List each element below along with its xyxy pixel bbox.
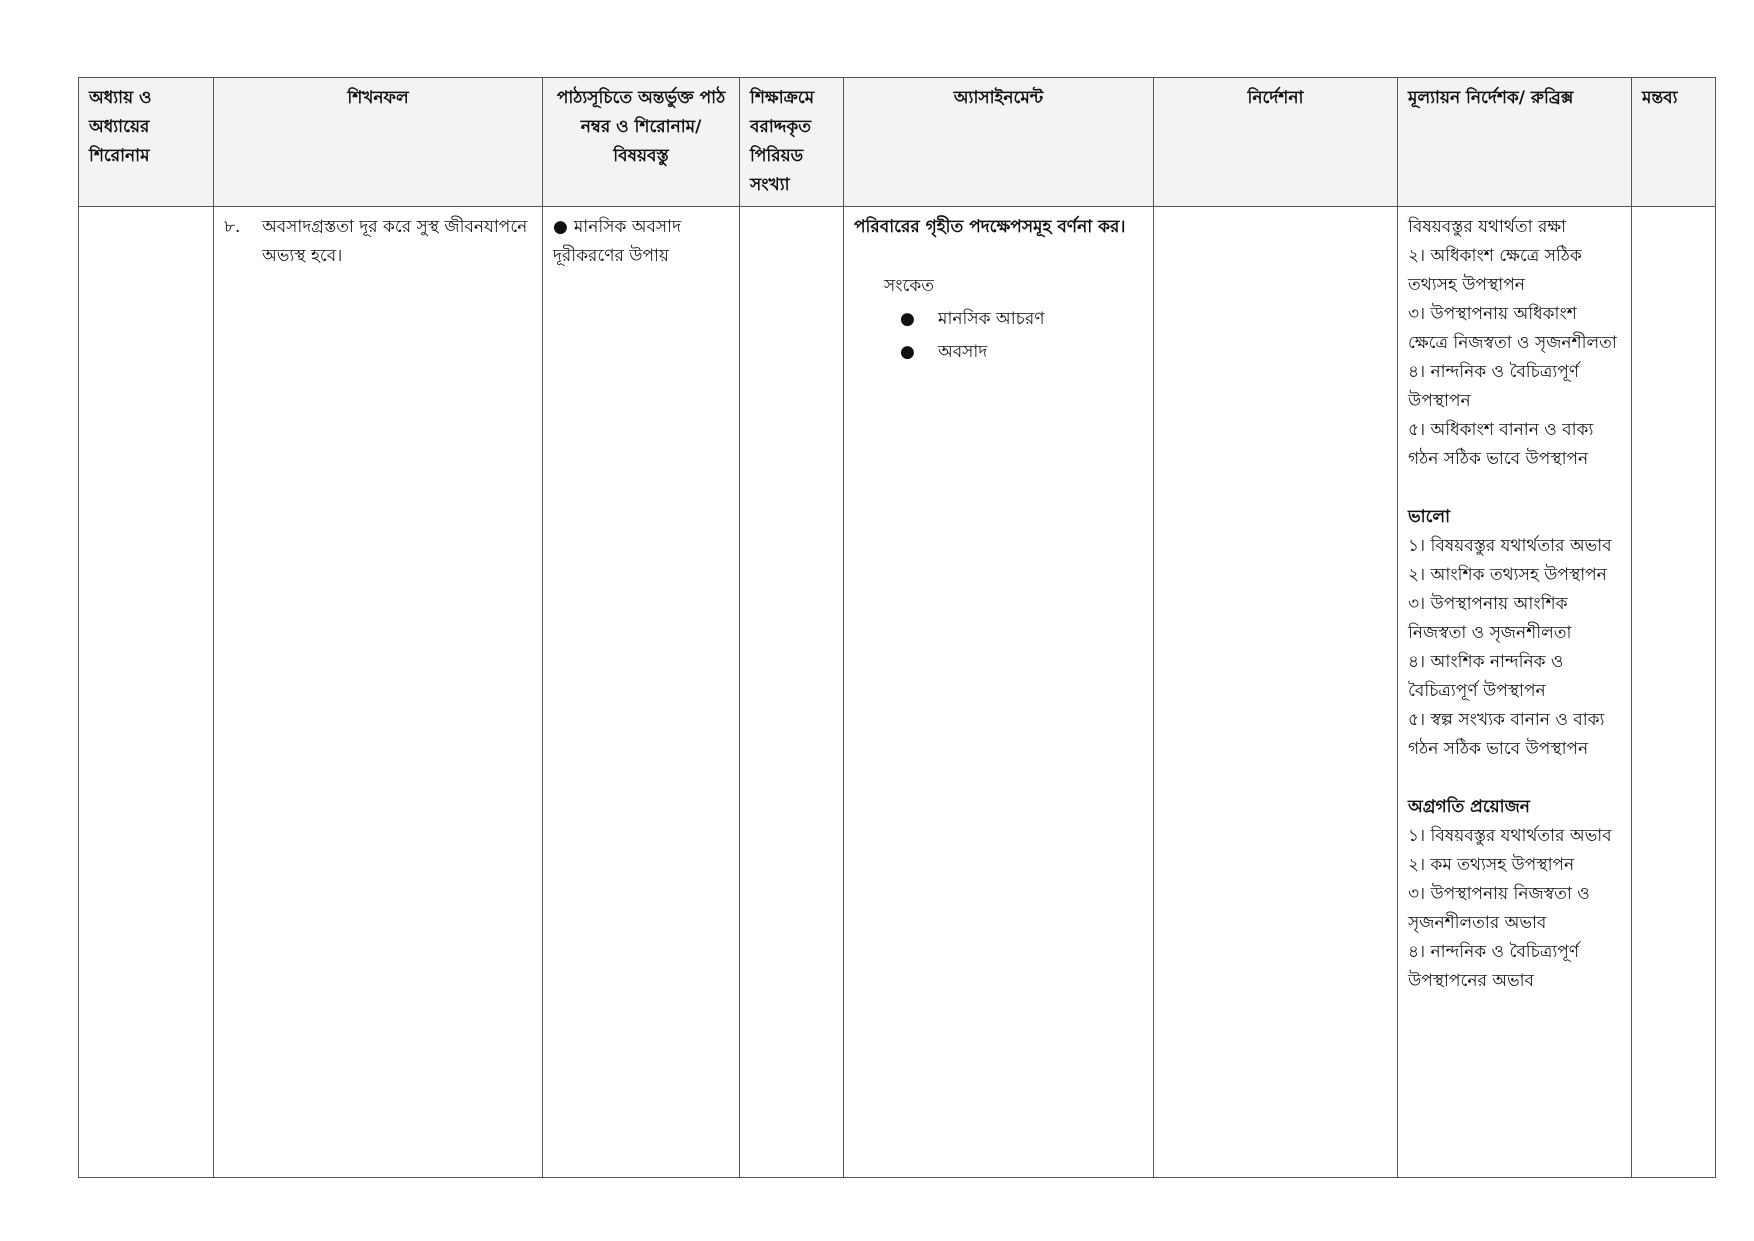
rubric-line: ৩। উপস্থাপনায় অধিকাংশ ক্ষেত্রে নিজস্বতা ও সৃজনশীলতা [1408, 304, 1617, 353]
cell-assignment [844, 207, 1154, 1178]
hint-list [884, 305, 1143, 367]
header-assignment: অ্যাসাইনমেন্ট [844, 78, 1154, 207]
rubric-level-good: ভালো [1408, 507, 1451, 527]
cell-rubric [1398, 207, 1632, 1178]
header-remarks: মন্তব্য [1632, 78, 1716, 207]
rubric-line: ৪। নান্দনিক ও বৈচিত্র্যপূর্ণ উপস্থাপনের অভাব [1408, 942, 1580, 991]
header-periods: শিক্ষাক্রমে বরাদ্দকৃত পিরিয়ড সংখ্যা [740, 78, 844, 207]
table-row [79, 207, 1716, 1178]
hint-item: মানসিক আচরণ [938, 309, 1045, 329]
cell-remarks [1632, 207, 1716, 1178]
rubric-line: ৩। উপস্থাপনায় নিজস্বতা ও সৃজনশীলতার অভাব [1408, 884, 1590, 933]
cell-guidance [1154, 207, 1398, 1178]
hint-label: সংকেত [884, 276, 935, 296]
header-lesson-content: পাঠ্যসূচিতে অন্তর্ভুক্ত পাঠ নম্বর ও শিরোনাম/ বিষয়বস্তু [543, 78, 740, 207]
header-rubric: মূল্যায়ন নির্দেশক/ রুব্রিক্স [1398, 78, 1632, 207]
rubric-line: ২। কম তথ্যসহ উপস্থাপন [1408, 855, 1575, 875]
header-learning-outcome: শিখনফল [214, 78, 543, 207]
header-chapter: অধ্যায় ও অধ্যায়ের শিরোনাম [79, 78, 214, 207]
outcome-number: ৮. [224, 217, 241, 237]
rubric-line: ১। বিষয়বস্তুর যথার্থতার অভাব [1408, 826, 1612, 846]
cell-lesson-content [543, 207, 740, 1178]
cell-learning-outcome [214, 207, 543, 1178]
rubric-line: ৫। স্বল্প সংখ্যক বানান ও বাক্য গঠন সঠিক ভাবে উপস্থাপন [1408, 710, 1605, 759]
list-item [900, 305, 1143, 334]
bullet-icon: ● [553, 217, 568, 237]
header-row [79, 78, 1716, 207]
list-item [900, 338, 1143, 367]
header-guidance: নির্দেশনা [1154, 78, 1398, 207]
hint-item: অবসাদ [938, 342, 988, 362]
rubric-line: ২। অধিকাংশ ক্ষেত্রে সঠিক তথ্যসহ উপস্থাপন [1408, 246, 1582, 295]
outcome-text: অবসাদগ্রস্ততা দূর করে সুস্থ জীবনযাপনে অভ্যস্থ হবে। [262, 217, 528, 266]
rubric-line: ৪। নান্দনিক ও বৈচিত্র্যপূর্ণ উপস্থাপন [1408, 362, 1580, 411]
rubric-line: ২। আংশিক তথ্যসহ উপস্থাপন [1408, 565, 1607, 585]
rubric-line: ৫। অধিকাংশ বানান ও বাক্য গঠন সঠিক ভাবে উপস্থাপন [1408, 420, 1594, 469]
bullet-icon: ● [900, 342, 915, 362]
assignment-table [78, 77, 1716, 1178]
hint-block [854, 272, 1143, 367]
assignment-title: পরিবারের গৃহীত পদক্ষেপসমূহ বর্ণনা কর। [854, 217, 1126, 237]
rubric-level-needs-progress: অগ্রগতি প্রয়োজন [1408, 797, 1530, 817]
content-text: মানসিক অবসাদ দূরীকরণের উপায় [553, 217, 682, 266]
assignment-plan-sheet [78, 77, 1715, 1178]
rubric-line: ৩। উপস্থাপনায় আংশিক নিজস্বতা ও সৃজনশীলতা [1408, 594, 1572, 643]
bullet-icon: ● [900, 309, 915, 329]
rubric-line: ১। বিষয়বস্তুর যথার্থতার অভাব [1408, 536, 1612, 556]
cell-chapter [79, 207, 214, 1178]
rubric-line: ৪। আংশিক নান্দনিক ও বৈচিত্র্যপূর্ণ উপস্থাপন [1408, 652, 1564, 701]
cell-periods [740, 207, 844, 1178]
rubric-line: বিষয়বস্তুর যথার্থতা রক্ষা [1408, 217, 1567, 237]
